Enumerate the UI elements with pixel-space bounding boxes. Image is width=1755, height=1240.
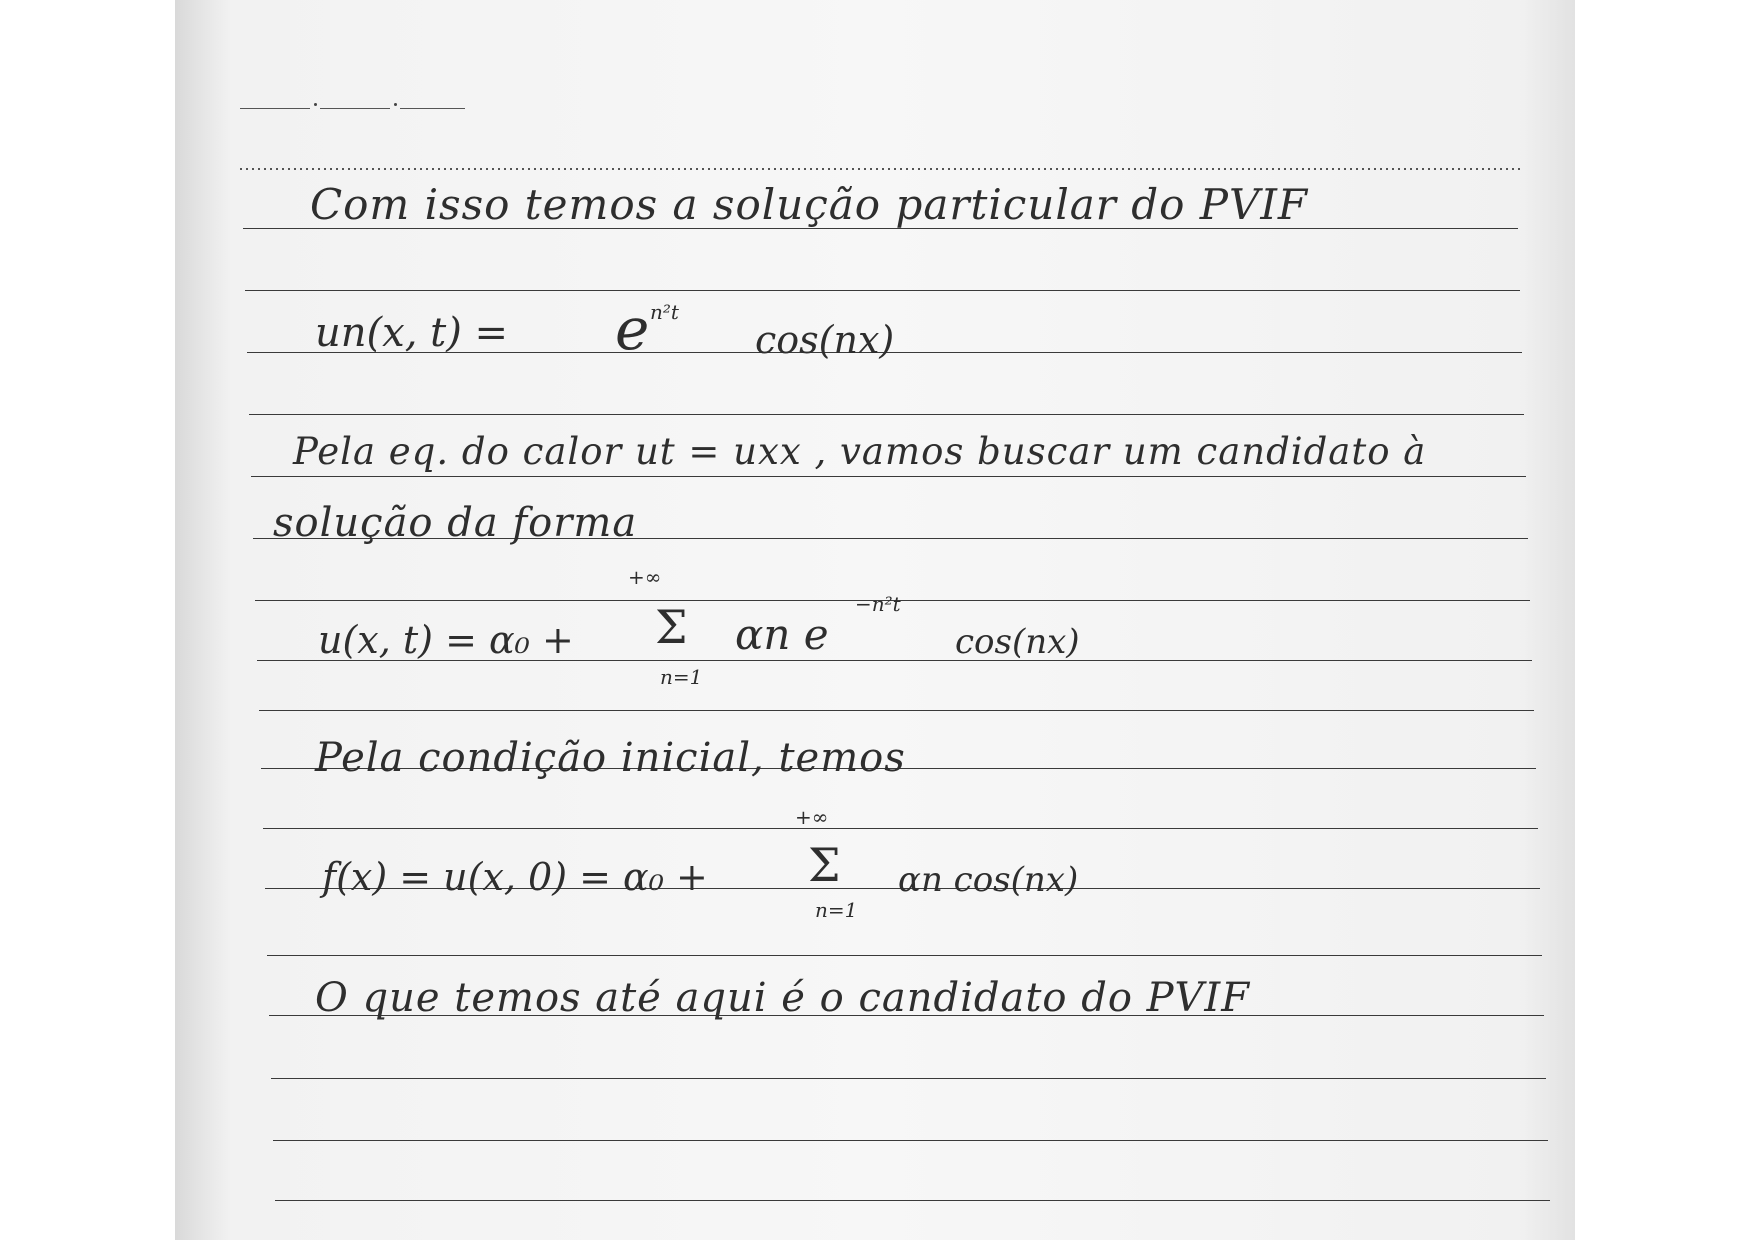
equation-particular-lhs: un(x, t) =: [315, 310, 509, 356]
equation-particular-base: e: [615, 295, 650, 363]
equation-initial-rest: αn cos(nx): [898, 860, 1079, 900]
ruled-line: [263, 828, 1538, 829]
equation-series-term: αn e: [735, 610, 829, 659]
sum-icon: Σ: [655, 600, 688, 654]
ruled-line: [251, 476, 1526, 477]
equation-series-exponent: −n²t: [855, 592, 901, 616]
text-line-8: O que temos até aqui é o candidato do PVIF: [315, 975, 1250, 1021]
ruled-line: [259, 710, 1534, 711]
date-field: [240, 80, 465, 110]
ruled-line: [267, 955, 1542, 956]
text-line-1: Com isso temos a solução particular do PVIF: [310, 180, 1309, 229]
ruled-line: [245, 290, 1520, 291]
ruled-line: [249, 414, 1524, 415]
equation-initial-lhs: f(x) = u(x, 0) = α₀ +: [322, 855, 708, 899]
ruled-line: [275, 1200, 1550, 1201]
equation-particular-cos: cos(nx): [755, 318, 895, 362]
equation-series-lhs: u(x, t) = α₀ +: [318, 618, 574, 662]
equation-series-sum-bottom: n=1: [660, 665, 703, 689]
header-dotted-rule: [240, 168, 1520, 170]
sum-icon: Σ: [808, 838, 841, 892]
text-line-6: Pela condição inicial, temos: [315, 735, 906, 781]
text-line-3: Pela eq. do calor ut = uxx , vamos buscar um candidato à: [293, 430, 1427, 473]
text-line-4: solução da forma: [273, 500, 638, 546]
equation-initial-sum-bottom: n=1: [815, 898, 858, 922]
ruled-line: [273, 1140, 1548, 1141]
equation-series-sum-top: +∞: [628, 565, 662, 589]
equation-particular-exponent: n²t: [650, 300, 679, 324]
ruled-line: [271, 1078, 1546, 1079]
equation-initial-sum-top: +∞: [795, 805, 829, 829]
equation-series-cos: cos(nx): [955, 622, 1080, 662]
